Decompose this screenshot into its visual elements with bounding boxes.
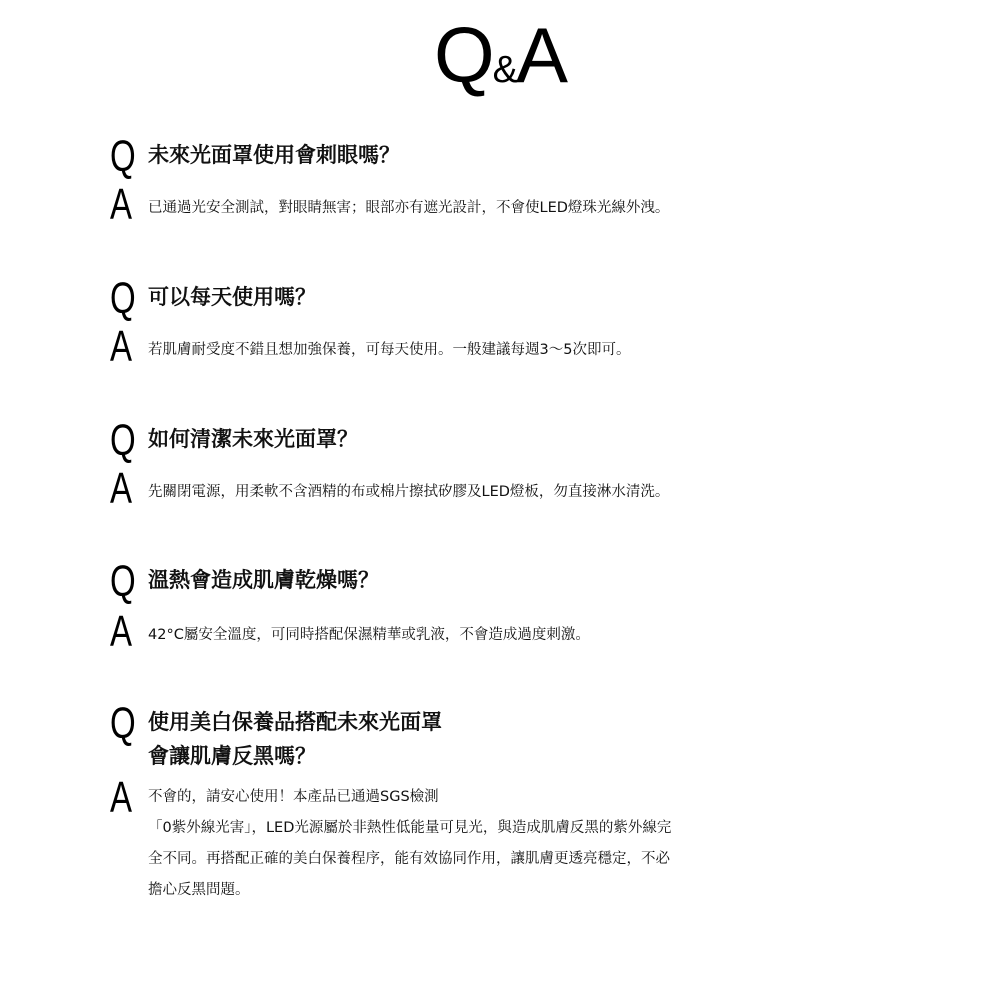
a-letter: A bbox=[110, 773, 133, 822]
q-letter: Q bbox=[110, 416, 136, 465]
answer-line: 全不同。再搭配正確的美白保養程序，能有效協同作用，讓肌膚更透亮穩定，不必 bbox=[148, 851, 670, 867]
question-line-2: 會讓肌膚反黑嗎？ bbox=[148, 744, 316, 768]
title-amp: & bbox=[492, 49, 516, 91]
answer-line: 不會的，請安心使用！本產品已通過SGS檢測 bbox=[148, 789, 439, 805]
answer: 42°C屬安全溫度，可同時搭配保濕精華或乳液，不會造成過度刺激。 bbox=[148, 627, 590, 643]
a-letter: A bbox=[110, 607, 133, 656]
answer bbox=[148, 782, 671, 906]
a-letter: A bbox=[110, 322, 133, 371]
question: 可以每天使用嗎？ bbox=[148, 285, 316, 309]
q-letter: Q bbox=[110, 274, 136, 323]
page-title bbox=[0, 10, 1000, 115]
qa-item-1 bbox=[110, 132, 890, 229]
a-letter: A bbox=[110, 464, 133, 513]
question: 使用美白保養品搭配未來光面罩 bbox=[148, 710, 442, 734]
q-letter: Q bbox=[110, 699, 136, 748]
answer-line: 擔心反黑問題。 bbox=[148, 882, 250, 898]
question: 未來光面罩使用會刺眼嗎？ bbox=[148, 143, 400, 167]
qa-item-3 bbox=[110, 416, 890, 513]
answer-line: 「0紫外線光害」，LED光源屬於非熱性低能量可見光，與造成肌膚反黑的紫外線完 bbox=[148, 820, 672, 836]
answer: 若肌膚耐受度不錯且想加強保養，可每天使用。一般建議每週3～5次即可。 bbox=[148, 342, 631, 358]
qa-item-2 bbox=[110, 274, 890, 371]
q-letter: Q bbox=[110, 557, 136, 606]
answer: 先關閉電源，用柔軟不含酒精的布或棉片擦拭矽膠及LED燈板，勿直接淋水清洗。 bbox=[148, 484, 670, 500]
answer: 已通過光安全測試，對眼睛無害；眼部亦有遮光設計，不會使LED燈珠光線外洩。 bbox=[148, 200, 670, 216]
question: 溫熱會造成肌膚乾燥嗎？ bbox=[148, 568, 379, 592]
qa-item-4 bbox=[110, 557, 890, 656]
title-a: A bbox=[516, 11, 567, 99]
question: 如何清潔未來光面罩？ bbox=[148, 427, 358, 451]
qa-item-5 bbox=[110, 699, 890, 906]
title-q: Q bbox=[433, 11, 493, 99]
q-letter: Q bbox=[110, 132, 136, 181]
a-letter: A bbox=[110, 180, 133, 229]
